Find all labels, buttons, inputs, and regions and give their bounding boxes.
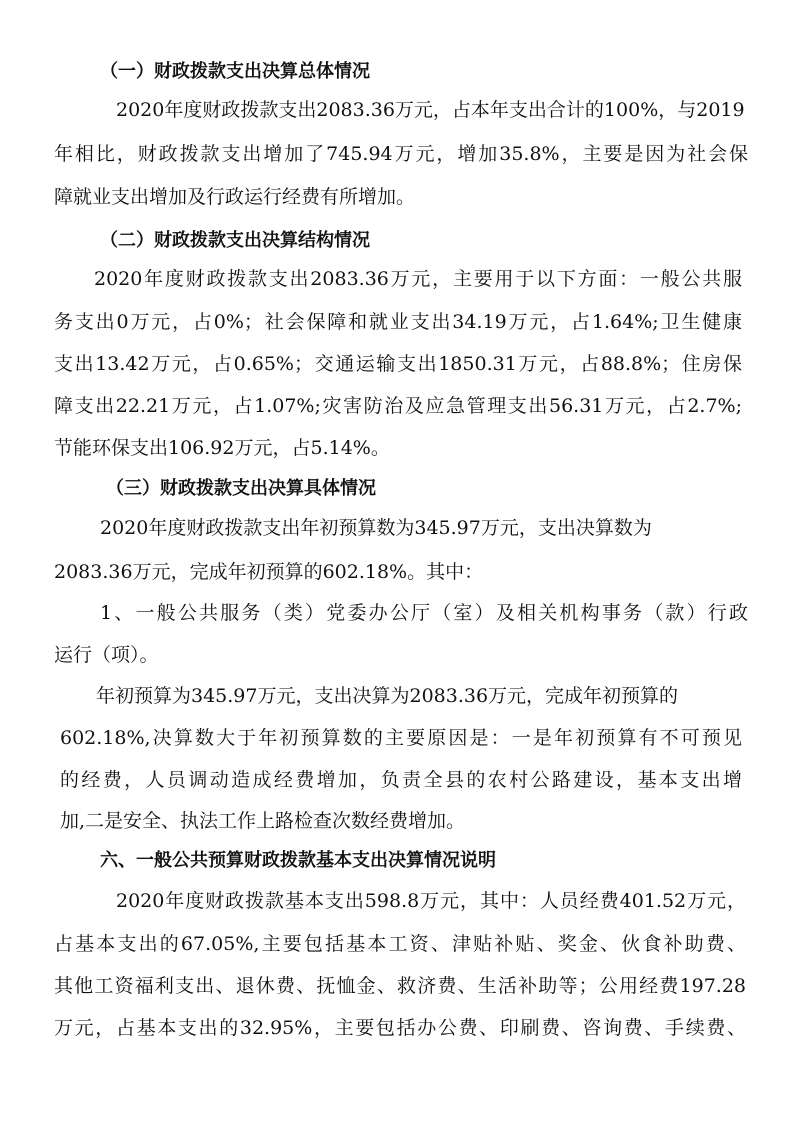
paragraph-line: 务支出0万元，占0%；社会保障和就业支出34.19万元，占1.64%;卫生健康 — [54, 311, 742, 333]
paragraph-line: 占基本支出的67.05%,主要包括基本工资、津贴补贴、奖金、伙食补助费、 — [54, 933, 746, 955]
paragraph-line: 602.18%,决算数大于年初预算数的主要原因是：一是年初预算有不可预见 — [60, 727, 742, 749]
paragraph-line: 障就业支出增加及行政运行经费有所增加。 — [54, 186, 416, 208]
section-heading-6: 六、一般公共预算财政拨款基本支出决算情况说明 — [100, 850, 496, 871]
paragraph-line: 节能环保支出106.92万元，占5.14%。 — [54, 437, 390, 459]
paragraph-line: 2020年度财政拨款支出2083.36万元，主要用于以下方面：一般公共服 — [94, 268, 742, 290]
paragraph-line: 其他工资福利支出、退休费、抚恤金、救济费、生活补助等；公用经费197.28 — [54, 975, 746, 997]
section-heading-3: （三）财政拨款支出决算具体情况 — [106, 478, 376, 499]
paragraph-line: 万元，占基本支出的32.95%，主要包括办公费、印刷费、咨询费、手续费、 — [54, 1017, 746, 1039]
paragraph-line: 的经费，人员调动造成经费增加，负责全县的农村公路建设，基本支出增 — [60, 769, 742, 791]
paragraph-line: 年相比，财政拨款支出增加了745.94万元，增加35.8%，主要是因为社会保 — [54, 143, 748, 165]
paragraph-line: 2020年度财政拨款基本支出598.8万元，其中：人员经费401.52万元， — [116, 890, 746, 912]
section-heading-2: （二）财政拨款支出决算结构情况 — [100, 230, 370, 251]
paragraph-line: 2020年度财政拨款支出2083.36万元，占本年支出合计的100%，与2019 — [116, 99, 745, 121]
paragraph-line: 加,二是安全、执法工作上路检查次数经费增加。 — [60, 810, 466, 832]
paragraph-line: 支出13.42万元，占0.65%；交通运输支出1850.31万元，占88.8%；住房保 — [54, 353, 742, 375]
paragraph-line: 2083.36万元，完成年初预算的602.18%。其中： — [54, 561, 484, 583]
paragraph-line: 1、一般公共服务（类）党委办公厅（室）及相关机构事务（款）行政 — [100, 602, 748, 624]
paragraph-line: 障支出22.21万元，占1.07%;灾害防治及应急管理支出56.31万元，占2.7%; — [54, 395, 742, 417]
section-heading-1: （一）财政拨款支出决算总体情况 — [100, 61, 370, 82]
paragraph-line: 运行（项）。 — [54, 644, 159, 666]
paragraph-line: 2020年度财政拨款支出年初预算数为345.97万元，支出决算数为 — [100, 517, 652, 539]
paragraph-line: 年初预算为345.97万元，支出决算为2083.36万元，完成年初预算的 — [96, 685, 679, 707]
